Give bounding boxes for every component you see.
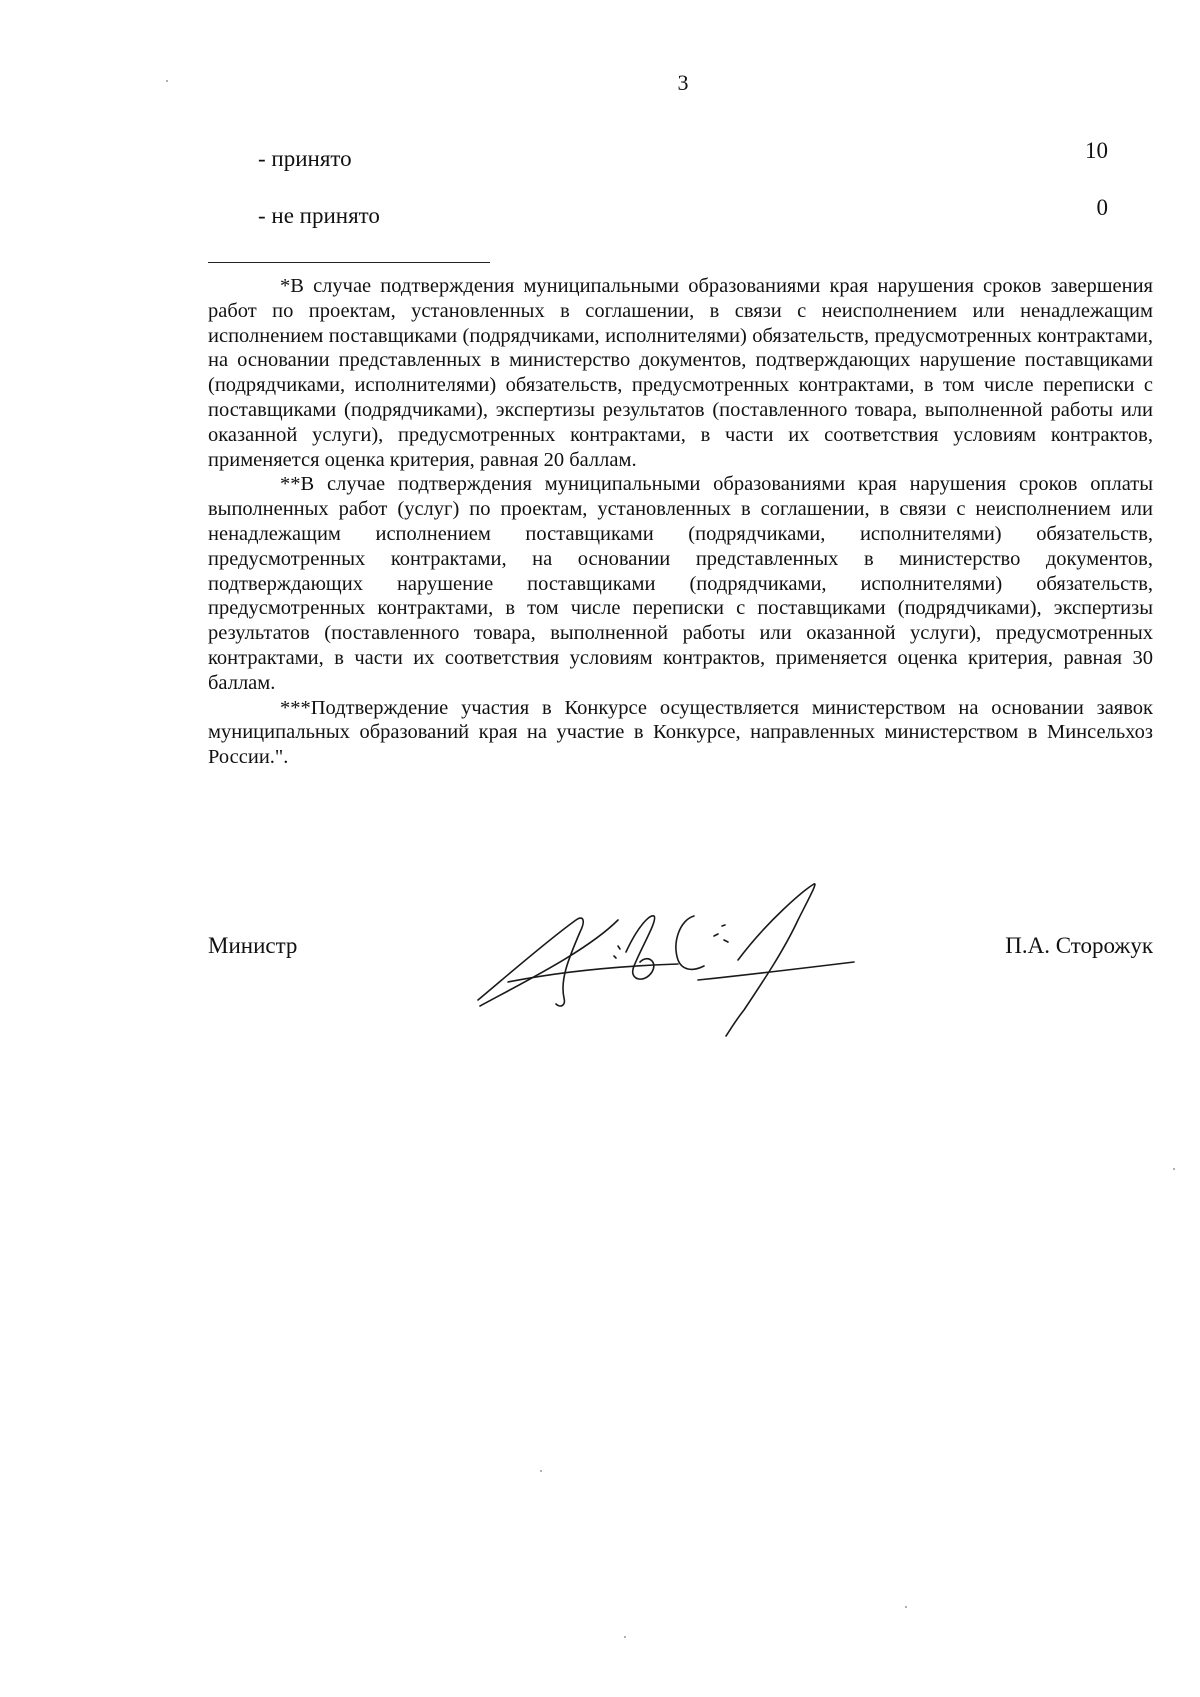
score-label: - принято [258, 146, 352, 171]
score-value: 10 [1085, 138, 1108, 163]
signer-title: Министр [208, 933, 298, 958]
handwritten-signature-icon [468, 880, 888, 1040]
footnote-2: **В случае подтверждения муниципальными образованиями края нарушения сроков оплаты выполненных работ (услуг) по проектам, установленных в соглашении, в связи с неисполнением или ненадлежащим исполнением поставщиками (подрядчиками, исполнителями) обязательств, предусмотренных контрактами, на основании представленных в министерство документов, подтверждающих нарушение поставщиками (подрядчиками, исполнителями) обязательств, предусмотренных контрактами, в том числе переписки с поставщиками (подрядчиками), экспертизы результатов (поставленного товара, выполненной работы или оказанной услуги), предусмотренных контрактами, в части их соответствия условиям контрактов, применяется оценка критерия, равная 30 баллам. [208, 473, 1153, 694]
signer-name: П.А. Сторожук [1005, 933, 1153, 958]
scan-speck [540, 1470, 542, 1472]
scan-speck [1173, 1168, 1175, 1170]
footnote-3: ***Подтверждение участия в Конкурсе осуществляется министерством на основании заявок муниципальных образований края на участие в Конкурсе, направленных министерством в Минсельхоз России.". [208, 696, 1153, 769]
scan-speck [624, 1636, 626, 1638]
scan-speck [905, 1606, 907, 1608]
signature-block [208, 880, 1153, 1040]
score-label: - не принято [258, 203, 380, 228]
scan-speck [166, 80, 168, 82]
score-value: 0 [1096, 195, 1108, 220]
footnotes-section [208, 274, 1153, 770]
footnote-1: *В случае подтверждения муниципальными образованиями края нарушения сроков завершения работ по проектам, установленных в соглашении, в связи с неисполнением или ненадлежащим исполнением поставщиками (подрядчиками, исполнителями) обязательств, предусмотренных контрактами, на основании представленных в министерство документов, подтверждающих нарушение поставщиками (подрядчиками, исполнителями) обязательств, предусмотренных контрактами, в том числе переписки с поставщиками (подрядчиками), экспертизы результатов (поставленного товара, выполненной работы или оказанной услуги), предусмотренных контрактами, в части их соответствия условиям контрактов, применяется оценка критерия, равная 20 баллам. [208, 275, 1153, 471]
page-number: 3 [677, 70, 689, 95]
footnote-separator [208, 262, 490, 263]
